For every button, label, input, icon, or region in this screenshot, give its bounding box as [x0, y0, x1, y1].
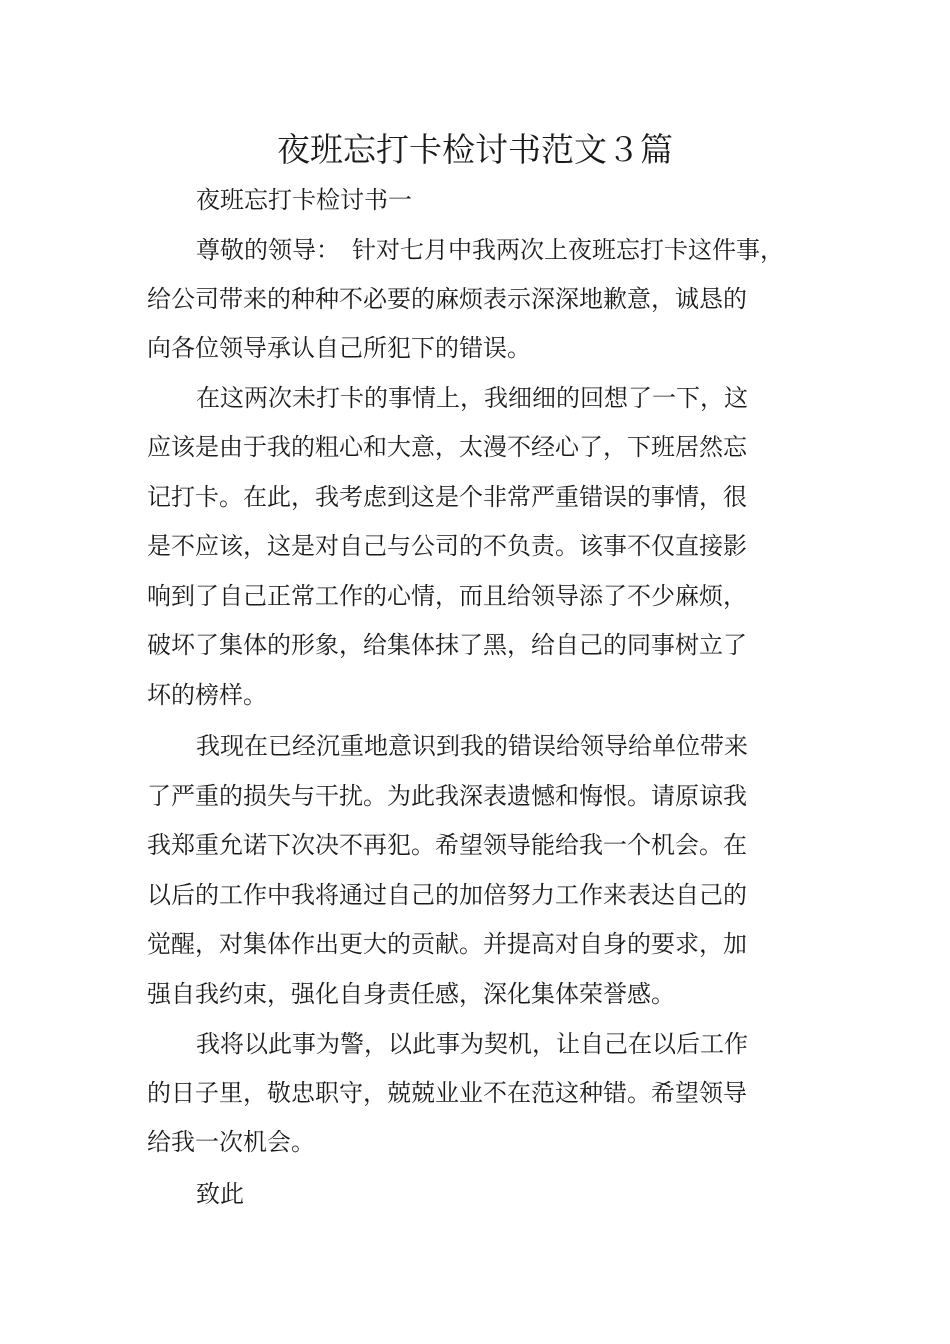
- text-line: 在这两次未打卡的事情上，我细细的回想了一下，这: [196, 384, 748, 412]
- text-line: 我现在已经沉重地意识到我的错误给领导给单位带来: [196, 732, 748, 760]
- text-line: 给我一次机会。: [147, 1128, 315, 1156]
- text-line: 应该是由于我的粗心和大意，太漫不经心了，下班居然忘: [147, 433, 747, 461]
- text-line: 以后的工作中我将通过自己的加倍努力工作来表达自己的: [147, 881, 747, 909]
- section-heading: 夜班忘打卡检讨书一: [196, 186, 412, 214]
- text-line: 是不应该，这是对自己与公司的不负责。该事不仅直接影: [147, 532, 747, 560]
- text-line: 记打卡。在此，我考虑到这是个非常严重错误的事情，很: [147, 483, 747, 511]
- text-line: 响到了自己正常工作的心情，而且给领导添了不少麻烦，: [147, 582, 747, 610]
- text-line: 破坏了集体的形象，给集体抹了黑，给自己的同事树立了: [147, 631, 747, 659]
- text-line: 尊敬的领导： 针对七月中我两次上夜班忘打卡这件事，: [196, 236, 784, 264]
- text-line: 给公司带来的种种不必要的麻烦表示深深地歉意，诚恳的: [147, 285, 747, 313]
- text-line: 我郑重允诺下次决不再犯。希望领导能给我一个机会。在: [147, 831, 747, 859]
- text-line: 强自我约束，强化自身责任感，深化集体荣誉感。: [147, 980, 675, 1008]
- text-line: 觉醒，对集体作出更大的贡献。并提高对自身的要求，加: [147, 930, 747, 958]
- closing-line: 致此: [196, 1180, 244, 1208]
- text-line: 了严重的损失与干扰。为此我深表遗憾和悔恨。请原谅我: [147, 782, 747, 810]
- text-line: 我将以此事为警，以此事为契机，让自己在以后工作: [196, 1030, 748, 1058]
- document-title: 夜班忘打卡检讨书范文３篇: [277, 130, 673, 169]
- text-line: 的日子里，敬忠职守，兢兢业业不在范这种错。希望领导: [147, 1079, 747, 1107]
- text-line: 向各位领导承认自己所犯下的错误。: [147, 334, 531, 362]
- text-line: 坏的榜样。: [147, 681, 267, 709]
